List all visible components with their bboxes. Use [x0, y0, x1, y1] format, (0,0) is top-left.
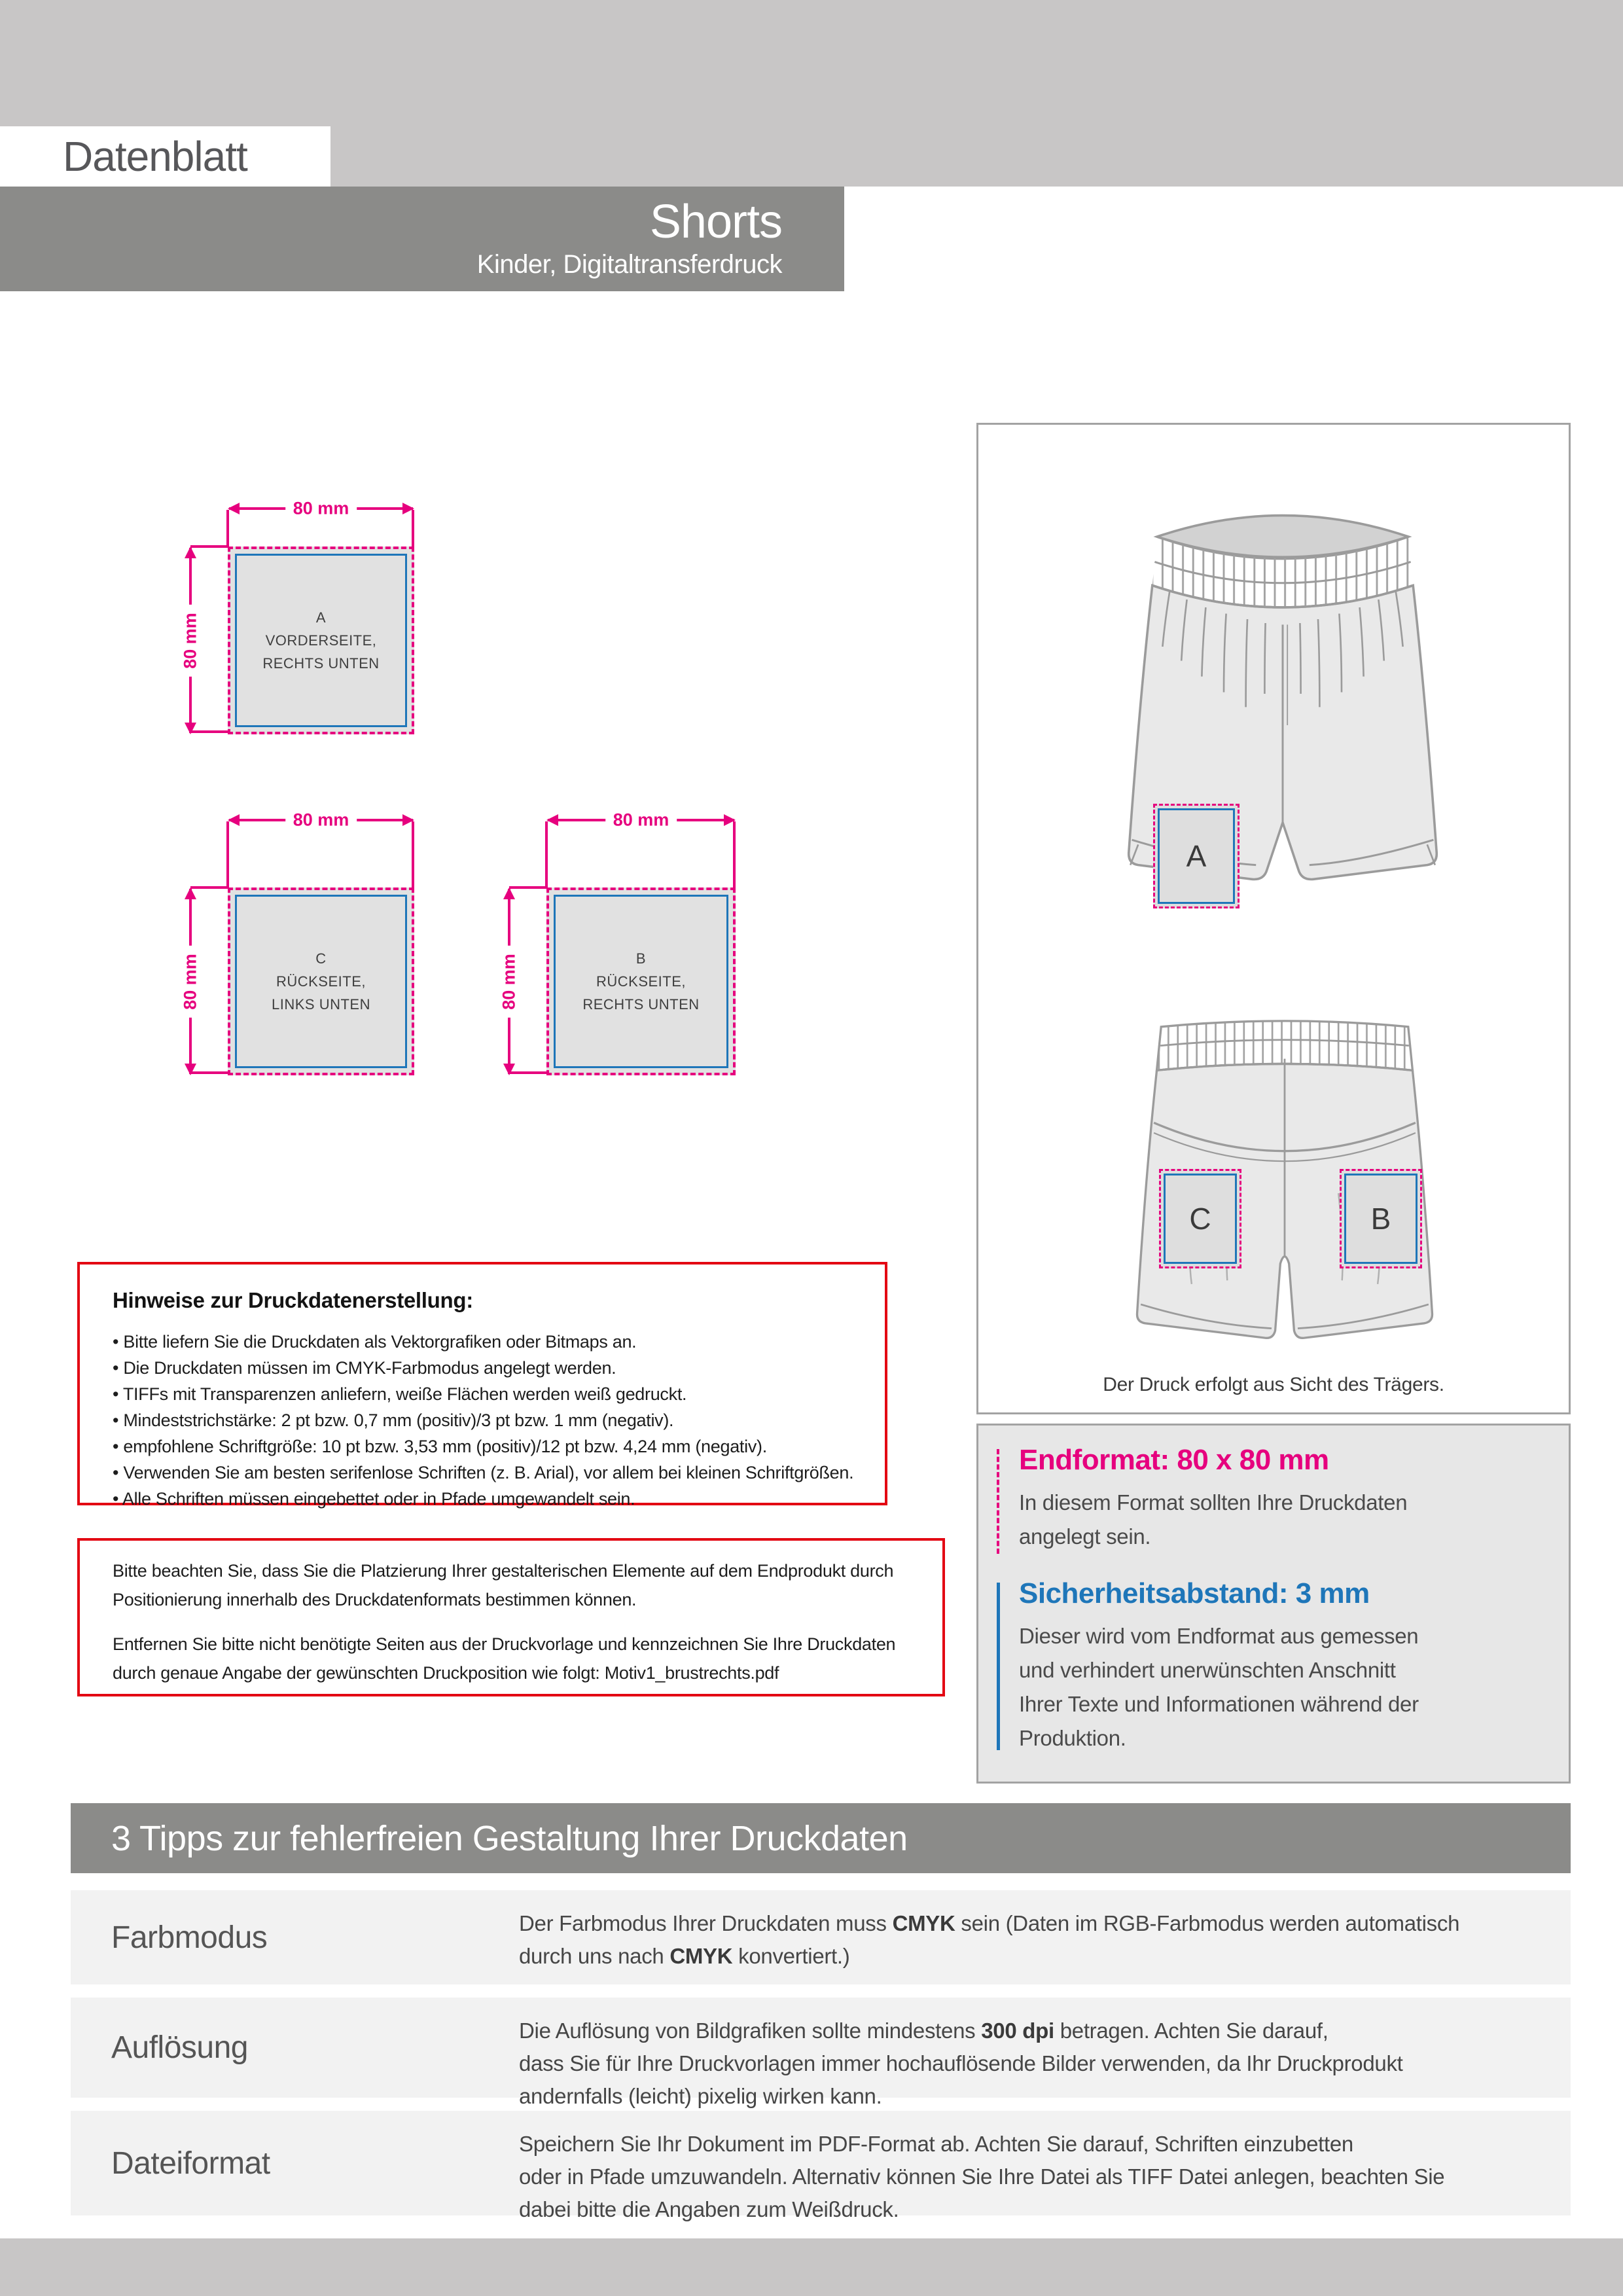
dim-arrow-horizontal-a — [228, 499, 414, 518]
print-area-label-c: C RÜCKSEITE, LINKS UNTEN — [272, 950, 370, 1013]
tip-row-dateiformat — [71, 2111, 1571, 2221]
dim-arrow-horizontal-c — [228, 810, 414, 830]
notes-title: Hinweise zur Druckdatenerstellung: — [113, 1288, 473, 1312]
tip-row-farbmodus — [71, 1890, 1571, 1984]
tip-text-aufloesung: Die Auflösung von Bildgrafiken sollte mindestens 300 dpi betragen. Achten Sie darauf, dass Sie für Ihre Druckvorlagen immer hochauflösende Bilder verwenden, da Ihr Druckprodukt andernfalls (leicht) pixelig wirken kann. — [519, 2018, 1403, 2108]
print-area-label-b: B RÜCKSEITE, RECHTS UNTEN — [582, 950, 700, 1013]
shorts-back-drawing — [1088, 1015, 1481, 1364]
product-name: Shorts — [649, 196, 782, 248]
illustration-caption: Der Druck erfolgt aus Sicht des Trägers. — [1103, 1374, 1444, 1395]
arrowhead-up-icon — [503, 888, 515, 899]
footer-gray-band — [0, 2238, 1623, 2296]
dim-arrow-vertical-c — [181, 888, 200, 1075]
tip-label-dateiformat: Dateiformat — [111, 2145, 270, 2181]
placement-paragraph-2: Entfernen Sie bitte nicht benötigte Seiten aus der Druckvorlage und kennzeichnen Sie Ihre Druckdaten durch genaue Angabe der gewünschten Druckposition wie folgt: Motiv1_brustrechts.pdf — [113, 1634, 896, 1683]
dim-label-height-c: 80 mm — [179, 946, 202, 1018]
dim-label-height-a: 80 mm — [179, 605, 202, 677]
endformat-title: Endformat: 80 x 80 mm — [1019, 1444, 1329, 1476]
endformat-rule — [997, 1449, 999, 1554]
format-info-box — [976, 1424, 1571, 1784]
shorts-front-drawing — [1086, 490, 1479, 937]
print-area-frame-a — [228, 547, 414, 734]
print-area-box-c — [235, 895, 407, 1068]
dim-arrow-vertical-a — [181, 547, 200, 734]
print-area-frame-b — [546, 888, 736, 1075]
notes-bullet-list: • Bitte liefern Sie die Druckdaten als Vektorgrafiken oder Bitmaps an. • Die Druckdaten müssen im CMYK-Farbmodus angelegt werden. • TIFFs mit Transparenzen anliefern, weiße Flächen werden weiß gedruckt. • Mindeststrichstärke: 2 pt bzw. 0,7 mm (positiv)/3 pt bzw. 1 mm (negativ). • empfohlene Schriftgröße: 10 pt bzw. 3,53 mm (positiv)/12 pt bzw. 4,24 mm (negativ). • Verwenden Sie am besten serifenlose Schriften (z. B. Arial), vor allem bei kleinen Schriftgrößen. • Alle Schriften müssen eingebettet oder in Pfade umgewandelt sein. — [113, 1332, 854, 1509]
tips-header-band — [71, 1803, 1571, 1873]
arrowhead-left-icon — [228, 503, 240, 514]
print-area-label-a: A VORDERSEITE, RECHTS UNTEN — [262, 609, 380, 672]
arrowhead-left-icon — [546, 814, 558, 826]
sheet-title-box — [0, 126, 330, 187]
tip-text-dateiformat: Speichern Sie Ihr Dokument im PDF-Format ab. Achten Sie darauf, Schriften einzubetten oder in Pfade umzuwandeln. Alternativ können Sie Ihre Datei als TIFF Datei anlegen, beachten Sie dabei bitte die Angaben zum Weißdruck. — [519, 2132, 1445, 2221]
dim-label-height-b: 80 mm — [498, 946, 521, 1018]
endformat-text: In diesem Format sollten Ihre Druckdaten angelegt sein. — [1019, 1490, 1408, 1549]
product-header-band — [0, 187, 844, 291]
tip-row-aufloesung — [71, 1998, 1571, 2108]
placement-paragraph-1: Bitte beachten Sie, dass Sie die Platzierung Ihrer gestalterischen Elemente auf dem Endprodukt durch Positionierung innerhalb des Druckdatenformats bestimmen können. — [113, 1561, 894, 1609]
dim-arrow-horizontal-b — [546, 810, 736, 830]
dim-label-width-c: 80 mm — [285, 809, 357, 832]
print-position-c-label: C — [1164, 1174, 1237, 1264]
print-data-notes-box — [77, 1262, 887, 1509]
safety-text: Dieser wird vom Endformat aus gemessen und verhindert unerwünschten Anschnitt Ihrer Texte und Informationen während der Produktion. — [1019, 1624, 1419, 1750]
arrowhead-up-icon — [185, 888, 196, 899]
safety-title: Sicherheitsabstand: 3 mm — [1019, 1577, 1370, 1609]
print-area-box-a — [235, 554, 407, 727]
arrowhead-left-icon — [228, 814, 240, 826]
arrowhead-up-icon — [185, 547, 196, 558]
tip-label-aufloesung: Auflösung — [111, 2030, 248, 2065]
tips-title: 3 Tipps zur fehlerfreien Gestaltung Ihrer Druckdaten — [111, 1818, 908, 1858]
print-position-b-label: B — [1344, 1174, 1418, 1264]
print-position-a-label: A — [1158, 808, 1235, 904]
dim-label-width-a: 80 mm — [285, 497, 357, 520]
print-position-b — [1340, 1169, 1422, 1268]
print-area-box-b — [554, 895, 728, 1068]
placement-note-box — [77, 1538, 945, 1696]
dim-arrow-vertical-b — [499, 888, 519, 1075]
tip-label-farbmodus: Farbmodus — [111, 1920, 268, 1955]
print-position-c — [1159, 1169, 1241, 1268]
tip-text-farbmodus: Der Farbmodus Ihrer Druckdaten muss CMYK sein (Daten im RGB-Farbmodus werden automatisch durch uns nach CMYK konvertiert.) — [519, 1911, 1460, 1968]
sheet-title: Datenblatt — [63, 133, 247, 180]
dim-label-width-b: 80 mm — [605, 809, 677, 832]
product-subtitle: Kinder, Digitaltransferdruck — [476, 250, 782, 279]
shorts-illustration-box — [976, 423, 1571, 1414]
safety-rule — [997, 1583, 1000, 1750]
print-area-frame-c — [228, 888, 414, 1075]
print-position-a — [1153, 804, 1240, 908]
